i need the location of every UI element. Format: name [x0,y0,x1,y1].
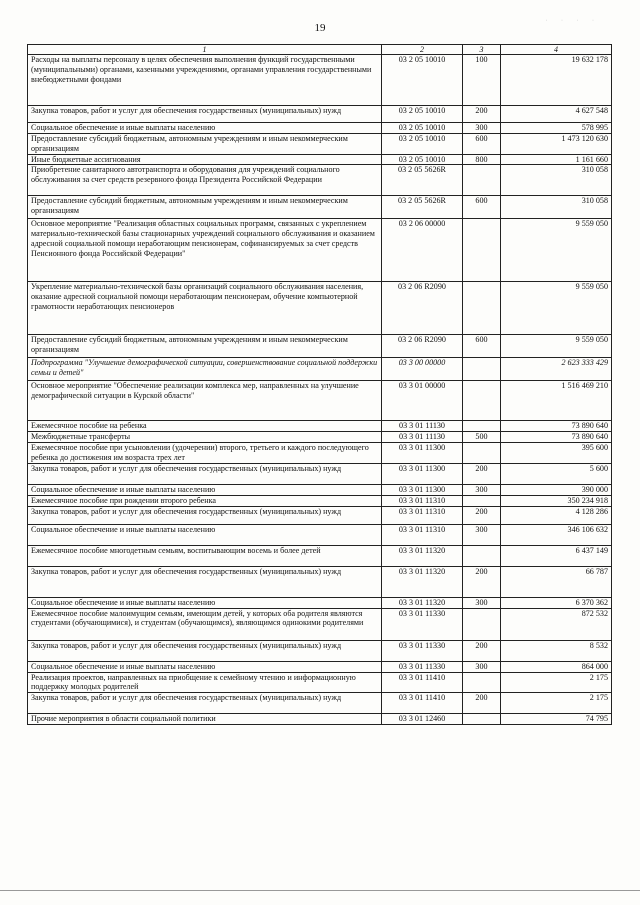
table-row [28,335,612,358]
budget-table [27,44,612,725]
row-expense-type [463,421,501,432]
row-amount: 73 890 640 [501,432,612,443]
row-description: Закупка товаров, работ и услуг для обеспечения государственных (муниципальных) нужд [28,463,382,484]
row-code: 03 3 01 11300 [382,463,463,484]
row-expense-type [463,381,501,421]
row-amount: 8 532 [501,640,612,661]
row-expense-type: 600 [463,335,501,358]
row-code: 03 2 06 R2090 [382,335,463,358]
row-expense-type: 600 [463,196,501,219]
row-description: Социальное обеспечение и иные выплаты населению [28,484,382,495]
row-amount: 310 058 [501,196,612,219]
table-row [28,661,612,672]
row-description: Предоставление субсидий бюджетным, автономным учреждениям и иным некоммерческим организациям [28,335,382,358]
row-amount: 9 559 050 [501,219,612,282]
row-description: Ежемесячное пособие малоимущим семьям, имеющим детей, у которых оба родителя являются студентами (обучающимися), и студентам (обучающимся), являющимся одинокими родителями [28,608,382,640]
row-expense-type [463,443,501,464]
row-code: 03 3 01 11330 [382,608,463,640]
row-amount: 395 600 [501,443,612,464]
table-row [28,524,612,545]
row-amount: 73 890 640 [501,421,612,432]
row-expense-type [463,495,501,506]
row-description: Социальное обеспечение и иные выплаты населению [28,123,382,134]
row-description: Ежемесячное пособие многодетным семьям, воспитывающим восемь и более детей [28,545,382,566]
row-expense-type: 200 [463,640,501,661]
row-code: 03 3 01 11330 [382,640,463,661]
table-row [28,133,612,154]
row-code: 03 3 01 11410 [382,672,463,693]
row-amount: 9 559 050 [501,282,612,335]
row-description: Ежемесячное пособие при усыновлении (удочерении) второго, третьего и каждого последующего ребенка до достижения им возраста трех лет [28,443,382,464]
row-expense-type [463,672,501,693]
row-expense-type: 200 [463,106,501,123]
row-code: 03 2 06 00000 [382,219,463,282]
row-description: Закупка товаров, работ и услуг для обеспечения государственных (муниципальных) нужд [28,106,382,123]
row-code: 03 3 01 11130 [382,421,463,432]
row-description: Иные бюджетные ассигнования [28,154,382,165]
row-expense-type: 200 [463,463,501,484]
table-row [28,358,612,381]
row-code: 03 3 01 11310 [382,495,463,506]
table-header-row [28,45,612,55]
row-expense-type: 300 [463,597,501,608]
row-description: Закупка товаров, работ и услуг для обеспечения государственных (муниципальных) нужд [28,693,382,714]
row-expense-type [463,358,501,381]
row-description: Подпрограмма "Улучшение демографической ситуации, совершенствование социальной поддержки семьи и детей" [28,358,382,381]
table-row [28,608,612,640]
row-expense-type [463,165,501,196]
row-code: 03 2 06 R2090 [382,282,463,335]
row-description: Предоставление субсидий бюджетным, автономным учреждениям и иным некоммерческим организациям [28,133,382,154]
table-row [28,506,612,524]
row-description: Приобретение санитарного автотранспорта и оборудования для учреждений социального обслуживания за счет средств резервного фонда Президента Российской Федерации [28,165,382,196]
row-description: Социальное обеспечение и иные выплаты населению [28,661,382,672]
row-expense-type: 800 [463,154,501,165]
row-amount: 390 000 [501,484,612,495]
row-code: 03 3 01 11130 [382,432,463,443]
table-row [28,443,612,464]
table-row [28,693,612,714]
table-row [28,432,612,443]
row-code: 03 2 05 10010 [382,106,463,123]
row-expense-type [463,608,501,640]
page-number: 19 [314,22,326,34]
row-expense-type [463,714,501,725]
row-code: 03 2 05 5626R [382,165,463,196]
table-row [28,381,612,421]
row-description: Укрепление материально-технической базы организаций социального обслуживания населения, оказание адресной социальной помощи неработающим пенсионерам, обучение компьютерной грамотности неработающих пенсионеров [28,282,382,335]
row-amount: 578 995 [501,123,612,134]
header-col-1: 1 [28,45,382,55]
row-code: 03 3 01 11320 [382,597,463,608]
row-description: Реализация проектов, направленных на приобщение к семейному чтению и информационную поддержку молодых родителей [28,672,382,693]
row-description: Закупка товаров, работ и услуг для обеспечения государственных (муниципальных) нужд [28,566,382,597]
row-amount: 2 175 [501,672,612,693]
row-code: 03 3 01 11410 [382,693,463,714]
row-description: Прочие мероприятия в области социальной политики [28,714,382,725]
row-amount: 1 473 120 630 [501,133,612,154]
row-description: Предоставление субсидий бюджетным, автономным учреждениям и иным некоммерческим организациям [28,196,382,219]
row-code: 03 3 01 11300 [382,443,463,464]
header-col-4: 4 [501,45,612,55]
row-description: Социальное обеспечение и иные выплаты населению [28,597,382,608]
row-description: Социальное обеспечение и иные выплаты населению [28,524,382,545]
table-row [28,463,612,484]
row-amount: 6 370 362 [501,597,612,608]
table-row [28,282,612,335]
table-row [28,123,612,134]
row-description: Закупка товаров, работ и услуг для обеспечения государственных (муниципальных) нужд [28,640,382,661]
row-amount: 2 623 333 429 [501,358,612,381]
table-row [28,714,612,725]
row-expense-type: 200 [463,506,501,524]
scan-speckle: · · · · [545,18,600,24]
table-row [28,219,612,282]
table-row [28,55,612,106]
table-row [28,640,612,661]
row-description: Основное мероприятие "Обеспечение реализации комплекса мер, направленных на улучшение демографической ситуации в Курской области" [28,381,382,421]
row-expense-type: 200 [463,693,501,714]
row-expense-type: 300 [463,484,501,495]
row-expense-type [463,219,501,282]
row-code: 03 3 01 11300 [382,484,463,495]
bottom-rule [0,890,640,891]
row-code: 03 2 05 5626R [382,196,463,219]
row-expense-type: 200 [463,566,501,597]
header-col-2: 2 [382,45,463,55]
row-expense-type: 300 [463,661,501,672]
table-row [28,165,612,196]
row-expense-type: 600 [463,133,501,154]
table-row [28,545,612,566]
row-code: 03 3 01 00000 [382,381,463,421]
row-amount: 2 175 [501,693,612,714]
row-amount: 864 000 [501,661,612,672]
header-col-3: 3 [463,45,501,55]
row-description: Расходы на выплаты персоналу в целях обеспечения выполнения функций государственными (муниципальными) органами, казенными учреждениями, органами управления государственными внебюджетными фондами [28,55,382,106]
row-amount: 6 437 149 [501,545,612,566]
table-row [28,672,612,693]
row-amount: 350 234 918 [501,495,612,506]
row-expense-type [463,282,501,335]
row-amount: 5 600 [501,463,612,484]
row-code: 03 3 00 00000 [382,358,463,381]
row-amount: 310 058 [501,165,612,196]
row-code: 03 2 05 10010 [382,123,463,134]
row-code: 03 2 05 10010 [382,55,463,106]
row-amount: 74 795 [501,714,612,725]
table-row [28,597,612,608]
row-code: 03 2 05 10010 [382,154,463,165]
row-code: 03 2 05 10010 [382,133,463,154]
table-row [28,106,612,123]
table-row [28,154,612,165]
table-row [28,484,612,495]
row-code: 03 3 01 12460 [382,714,463,725]
row-description: Ежемесячное пособие на ребенка [28,421,382,432]
row-description: Межбюджетные трансферты [28,432,382,443]
row-amount: 66 787 [501,566,612,597]
row-amount: 19 632 178 [501,55,612,106]
row-amount: 9 559 050 [501,335,612,358]
row-code: 03 3 01 11310 [382,506,463,524]
row-expense-type: 300 [463,123,501,134]
row-amount: 4 128 286 [501,506,612,524]
row-code: 03 3 01 11320 [382,566,463,597]
row-code: 03 3 01 11330 [382,661,463,672]
row-amount: 1 161 660 [501,154,612,165]
row-expense-type [463,545,501,566]
row-amount: 4 627 548 [501,106,612,123]
row-description: Основное мероприятие "Реализация областных социальных программ, связанных с укреплением материально-технической базы стационарных учреждений социального обслуживания и оказанием адресной социальной помощи неработающим пенсионерам, софинансируемых за счет средств Пенсионного фонда Российской Федерации" [28,219,382,282]
row-expense-type: 100 [463,55,501,106]
row-description: Закупка товаров, работ и услуг для обеспечения государственных (муниципальных) нужд [28,506,382,524]
table-row [28,196,612,219]
row-expense-type: 300 [463,524,501,545]
table-row [28,566,612,597]
row-expense-type: 500 [463,432,501,443]
table-row [28,495,612,506]
row-amount: 872 532 [501,608,612,640]
row-description: Ежемесячное пособие при рождении второго ребенка [28,495,382,506]
row-code: 03 3 01 11310 [382,524,463,545]
row-code: 03 3 01 11320 [382,545,463,566]
table-row [28,421,612,432]
row-amount: 1 516 469 210 [501,381,612,421]
row-amount: 346 106 632 [501,524,612,545]
